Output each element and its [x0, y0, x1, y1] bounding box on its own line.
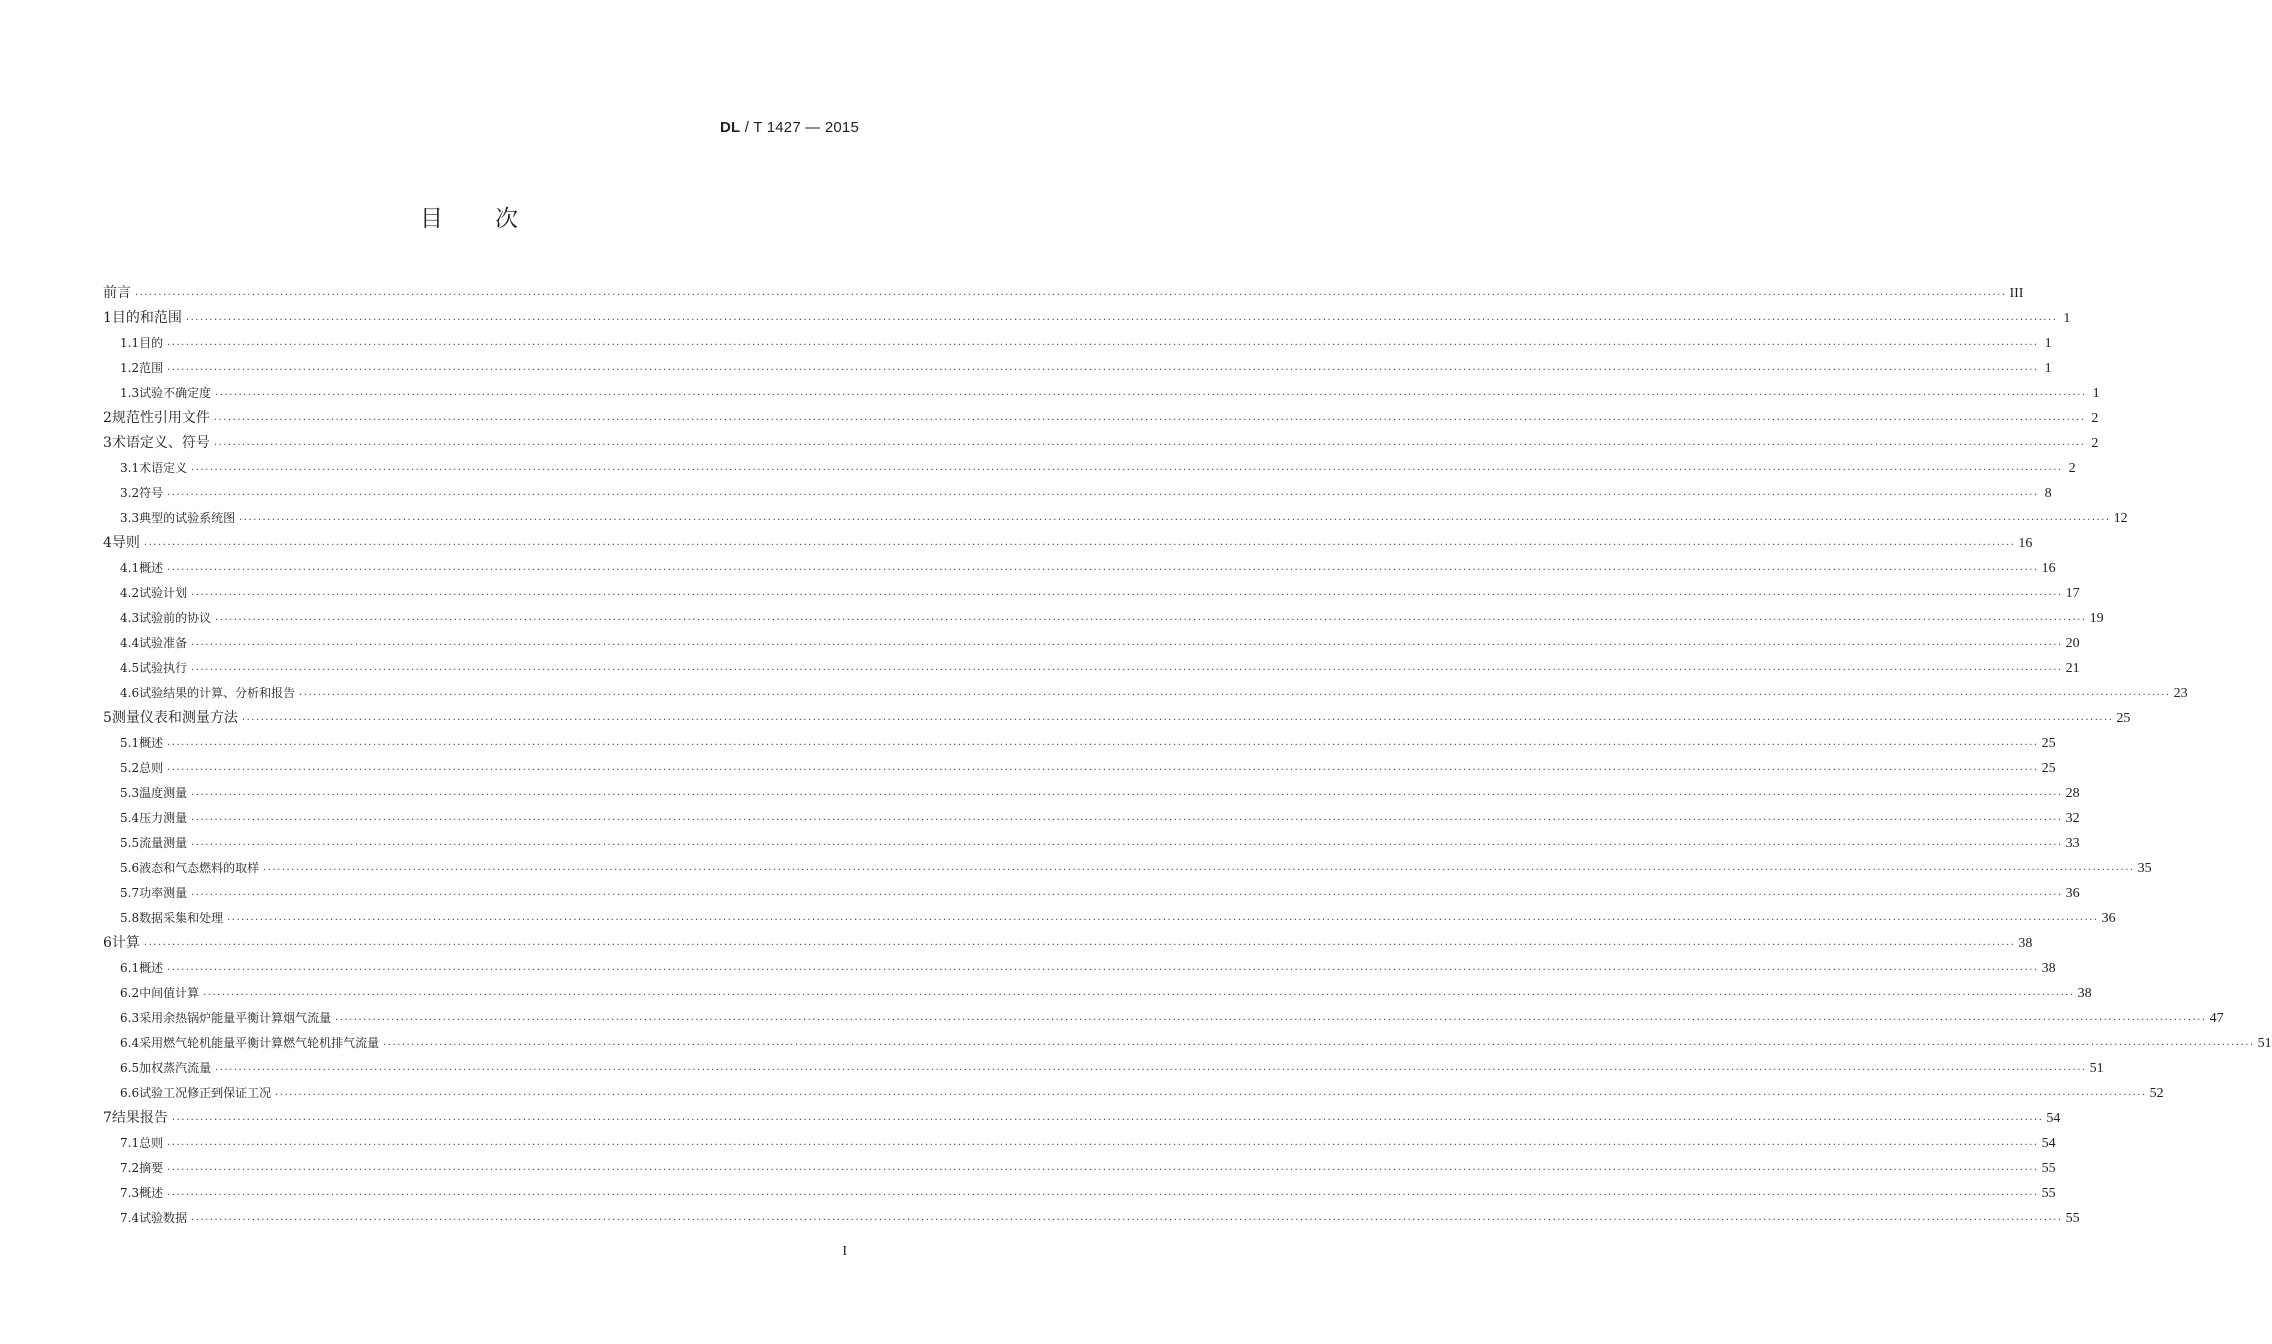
toc-entry-label: 目的和范围 — [111, 310, 182, 326]
toc-entry-number: 6 — [103, 935, 112, 951]
toc-entry-page: 1 — [2092, 386, 2100, 401]
page-title: 目次 — [420, 206, 570, 232]
toc-leader-dots: ················································································································································································································································································································································································································ — [299, 690, 2171, 701]
toc-entry[interactable] — [103, 306, 2071, 331]
toc-leader-dots: ················································································································································································································································································································································································································ — [191, 665, 2063, 676]
toc-entry[interactable] — [103, 681, 2188, 706]
toc-entry-number: 7.4 — [120, 1211, 140, 1225]
toc-entry[interactable] — [103, 406, 2099, 431]
toc-leader-dots: ················································································································································································································································································································································································································ — [213, 440, 2086, 451]
toc-leader-dots: ················································································································································································································································································································································································································ — [203, 990, 2075, 1001]
toc-leader-dots: ················································································································································································································································································································································································································ — [191, 890, 2063, 901]
toc-entry-label: 概述 — [139, 736, 164, 750]
toc-entry[interactable] — [103, 856, 2152, 881]
toc-entry[interactable] — [103, 1156, 2056, 1181]
toc-entry-label: 概述 — [139, 561, 164, 575]
toc-entry-page: 36 — [2101, 911, 2116, 926]
toc-entry-label: 符号 — [139, 486, 164, 500]
toc-leader-dots: ················································································································································································································································································································································································································ — [241, 715, 2114, 726]
toc-entry[interactable] — [103, 381, 2100, 406]
toc-entry[interactable] — [103, 356, 2052, 381]
toc-entry-label: 术语定义、符号 — [111, 435, 210, 451]
toc-leader-dots: ················································································································································································································································································································································································································ — [167, 365, 2039, 376]
toc-entry-number: 5.7 — [120, 886, 140, 900]
toc-leader-dots: ················································································································································································································································································································································································································ — [191, 840, 2063, 851]
toc-entry-label: 计算 — [111, 935, 140, 951]
toc-entry-label: 采用燃气轮机能量平衡计算燃气轮机排气流量 — [139, 1036, 380, 1050]
toc-entry-page: 16 — [2041, 561, 2056, 576]
toc-entry[interactable] — [103, 1131, 2056, 1156]
toc-entry-label: 范围 — [139, 361, 164, 375]
toc-entry-number: 3 — [103, 435, 112, 451]
toc-entry-number: 4.3 — [120, 611, 140, 625]
toc-entry-label: 试验工况修正到保证工况 — [139, 1086, 272, 1100]
toc-entry[interactable] — [103, 1056, 2104, 1081]
toc-entry-number: 5.4 — [120, 811, 140, 825]
toc-entry-page: 2 — [2091, 436, 2099, 451]
toc-entry[interactable] — [103, 1031, 2272, 1056]
toc-entry-page: 55 — [2041, 1161, 2056, 1176]
toc-entry-page: 54 — [2041, 1136, 2056, 1151]
toc-leader-dots: ················································································································································································································································································································································································································ — [191, 590, 2063, 601]
toc-entry-label: 结果报告 — [111, 1110, 168, 1126]
toc-entry-label: 试验执行 — [139, 661, 188, 675]
toc-entry-number: 4 — [103, 535, 112, 551]
toc-entry[interactable] — [103, 1206, 2080, 1231]
toc-entry-number: 6.5 — [120, 1061, 140, 1075]
toc-entry[interactable] — [103, 1081, 2164, 1106]
toc-entry[interactable] — [103, 481, 2052, 506]
toc-leader-dots: ················································································································································································································································································································································································································ — [167, 965, 2039, 976]
document-code — [720, 119, 859, 136]
toc-entry-number: 1.2 — [120, 361, 140, 375]
document-code-suffix: / T 1427 — 2015 — [740, 119, 859, 136]
toc-entry-number: 7.3 — [120, 1186, 140, 1200]
toc-entry[interactable] — [103, 756, 2056, 781]
toc-leader-dots: ················································································································································································································································································································································································································ — [215, 615, 2087, 626]
toc-entry-number: 7.1 — [120, 1136, 140, 1150]
toc-entry-number: 5.6 — [120, 861, 140, 875]
toc-entry-label: 术语定义 — [139, 461, 188, 475]
toc-leader-dots: ················································································································································································································································································································································································································ — [171, 1115, 2044, 1126]
toc-entry-number: 6.1 — [120, 961, 140, 975]
toc-leader-dots: ················································································································································································································································································································································································································ — [215, 390, 2087, 401]
toc-entry[interactable] — [103, 631, 2080, 656]
toc-entry-label: 总则 — [139, 761, 164, 775]
toc-entry-page: 12 — [2113, 511, 2128, 526]
toc-entry-number: 7.2 — [120, 1161, 140, 1175]
toc-leader-dots: ················································································································································································································································································································································································································ — [167, 490, 2039, 501]
toc-entry[interactable] — [103, 781, 2080, 806]
toc-entry-number: 4.2 — [120, 586, 140, 600]
toc-entry[interactable] — [103, 706, 2131, 731]
toc-entry-number: 3.2 — [120, 486, 140, 500]
toc-entry-page: 38 — [2041, 961, 2056, 976]
toc-entry-page: 47 — [2209, 1011, 2224, 1026]
toc-entry-label: 总则 — [139, 1136, 164, 1150]
toc-entry[interactable] — [103, 1006, 2224, 1031]
toc-leader-dots: ················································································································································································································································································································································································································ — [135, 290, 2007, 301]
toc-leader-dots: ················································································································································································································································································································································································································ — [191, 1215, 2063, 1226]
toc-entry-number: 5.2 — [120, 761, 140, 775]
toc-entry[interactable] — [103, 1106, 2061, 1131]
toc-entry-label: 测量仪表和测量方法 — [111, 710, 238, 726]
document-code-prefix: DL — [720, 119, 741, 136]
toc-entry-label: 概述 — [139, 1186, 164, 1200]
toc-entry-label: 压力测量 — [139, 811, 188, 825]
toc-entry-page: 38 — [2077, 986, 2092, 1001]
toc-entry-page: 19 — [2089, 611, 2104, 626]
toc-entry-number: 5.5 — [120, 836, 140, 850]
toc-entry-page: 25 — [2116, 711, 2131, 726]
toc-entry-page: 1 — [2044, 336, 2052, 351]
toc-entry-number: 1.3 — [120, 386, 140, 400]
toc-entry-label: 试验数据 — [139, 1211, 188, 1225]
toc-leader-dots: ················································································································································································································································································································································································································ — [215, 1065, 2087, 1076]
toc-entry-page: 55 — [2041, 1186, 2056, 1201]
toc-entry[interactable] — [103, 506, 2128, 531]
toc-entry-number: 5.1 — [120, 736, 140, 750]
toc-entry-label: 温度测量 — [139, 786, 188, 800]
toc-entry-label: 功率测量 — [139, 886, 188, 900]
toc-entry[interactable] — [103, 806, 2080, 831]
toc-entry-label: 液态和气态燃料的取样 — [139, 861, 260, 875]
toc-leader-dots: ················································································································································································································································································································································································································ — [213, 415, 2086, 426]
toc-entry-page: 51 — [2257, 1036, 2272, 1051]
toc-entry-page: 23 — [2173, 686, 2188, 701]
toc-entry-page: 25 — [2041, 736, 2056, 751]
toc-entry-label: 数据采集和处理 — [139, 911, 224, 925]
toc-entry-number: 4.4 — [120, 636, 140, 650]
toc-entry-label: 试验准备 — [139, 636, 188, 650]
toc-entry-number: 5 — [103, 710, 112, 726]
toc-entry[interactable] — [103, 1181, 2056, 1206]
toc-entry[interactable] — [103, 881, 2080, 906]
toc-entry[interactable] — [103, 281, 2024, 306]
toc-entry[interactable] — [103, 581, 2080, 606]
toc-entry-label: 导则 — [111, 535, 140, 551]
page-number-footer: I — [842, 1244, 847, 1259]
toc-entry-page: 38 — [2018, 936, 2033, 951]
toc-entry-number: 1 — [103, 310, 112, 326]
toc-entry-page: 52 — [2149, 1086, 2164, 1101]
toc-entry-label: 试验计划 — [139, 586, 188, 600]
toc-leader-dots: ················································································································································································································································································································································································································ — [167, 740, 2039, 751]
toc-leader-dots: ················································································································································································································································································································································································································ — [167, 1140, 2039, 1151]
toc-entry[interactable] — [103, 906, 2116, 931]
toc-leader-dots: ················································································································································································································································································································································································································ — [227, 915, 2099, 926]
toc-entry-page: 20 — [2065, 636, 2080, 651]
toc-leader-dots: ················································································································································································································································································································································································································ — [167, 765, 2039, 776]
toc-entry[interactable] — [103, 931, 2033, 956]
toc-entry[interactable] — [103, 956, 2056, 981]
toc-leader-dots: ················································································································································································································································································································································································································ — [191, 640, 2063, 651]
toc-entry-page: III — [2009, 286, 2024, 301]
toc-entry[interactable] — [103, 331, 2052, 356]
toc-entry-page: 16 — [2018, 536, 2033, 551]
toc-entry-label: 试验前的协议 — [139, 611, 212, 625]
toc-entry-number: 4.5 — [120, 661, 140, 675]
toc-leader-dots: ················································································································································································································································································································································································································ — [167, 565, 2039, 576]
toc-entry-label: 中间值计算 — [139, 986, 200, 1000]
toc-entry-label: 加权蒸汽流量 — [139, 1061, 212, 1075]
toc-leader-dots: ················································································································································································································································································································································································································ — [143, 540, 2016, 551]
toc-entry-page: 25 — [2041, 761, 2056, 776]
toc-entry[interactable] — [103, 656, 2080, 681]
toc-entry[interactable] — [103, 831, 2080, 856]
toc-entry[interactable] — [103, 531, 2033, 556]
toc-leader-dots: ················································································································································································································································································································································································································ — [335, 1015, 2207, 1026]
toc-leader-dots: ················································································································································································································································································································································································································ — [239, 515, 2111, 526]
toc-entry-number: 3.3 — [120, 511, 140, 525]
toc-entry-label: 概述 — [139, 961, 164, 975]
toc-entry-number: 2 — [103, 410, 112, 426]
toc-entry-label: 前言 — [103, 285, 131, 301]
toc-leader-dots: ················································································································································································································································································································································································································ — [191, 790, 2063, 801]
toc-entry-page: 33 — [2065, 836, 2080, 851]
toc-entry-label: 目的 — [139, 336, 164, 350]
toc-entry-page: 17 — [2065, 586, 2080, 601]
toc-entry[interactable] — [103, 556, 2056, 581]
toc-entry-label: 采用余热锅炉能量平衡计算烟气流量 — [139, 1011, 332, 1025]
table-of-contents — [103, 281, 2272, 1231]
toc-entry[interactable] — [103, 431, 2099, 456]
toc-leader-dots: ················································································································································································································································································································································································································ — [143, 940, 2016, 951]
toc-entry-label: 规范性引用文件 — [111, 410, 210, 426]
toc-entry-number: 7 — [103, 1110, 112, 1126]
toc-entry-page: 32 — [2065, 811, 2080, 826]
toc-entry[interactable] — [103, 731, 2056, 756]
toc-entry-page: 1 — [2044, 361, 2052, 376]
toc-entry-number: 5.3 — [120, 786, 140, 800]
toc-leader-dots: ················································································································································································································································································································································································································ — [185, 315, 2058, 326]
toc-entry-page: 51 — [2089, 1061, 2104, 1076]
toc-entry-label: 典型的试验系统图 — [139, 511, 236, 525]
toc-entry-label: 试验结果的计算、分析和报告 — [139, 686, 296, 700]
toc-entry-number: 6.3 — [120, 1011, 140, 1025]
toc-entry-number: 6.2 — [120, 986, 140, 1000]
toc-leader-dots: ················································································································································································································································································································································································································ — [167, 1190, 2039, 1201]
toc-entry-number: 4.1 — [120, 561, 140, 575]
toc-entry-label: 摘要 — [139, 1161, 164, 1175]
toc-entry-page: 8 — [2044, 486, 2052, 501]
toc-leader-dots: ················································································································································································································································································································································································································ — [263, 865, 2135, 876]
toc-leader-dots: ················································································································································································································································································································································································································ — [167, 1165, 2039, 1176]
toc-leader-dots: ················································································································································································································································································································································································································ — [383, 1040, 2255, 1051]
toc-entry[interactable] — [103, 981, 2092, 1006]
toc-entry-label: 试验不确定度 — [139, 386, 212, 400]
toc-entry-page: 2 — [2091, 411, 2099, 426]
toc-leader-dots: ················································································································································································································································································································································································································ — [191, 465, 2063, 476]
toc-entry-number: 5.8 — [120, 911, 140, 925]
toc-entry-number: 6.4 — [120, 1036, 140, 1050]
toc-entry-page: 54 — [2046, 1111, 2061, 1126]
toc-leader-dots: ················································································································································································································································································································································································································ — [275, 1090, 2147, 1101]
toc-entry[interactable] — [103, 606, 2104, 631]
toc-leader-dots: ················································································································································································································································································································································································································ — [191, 815, 2063, 826]
toc-entry-page: 36 — [2065, 886, 2080, 901]
toc-entry-number: 4.6 — [120, 686, 140, 700]
toc-entry-page: 35 — [2137, 861, 2152, 876]
toc-entry-number: 6.6 — [120, 1086, 140, 1100]
toc-entry-page: 1 — [2063, 311, 2071, 326]
toc-entry-number: 1.1 — [120, 336, 140, 350]
toc-entry-page: 2 — [2068, 461, 2076, 476]
toc-entry-label: 流量测量 — [139, 836, 188, 850]
toc-entry[interactable] — [103, 456, 2076, 481]
toc-entry-page: 21 — [2065, 661, 2080, 676]
toc-entry-page: 55 — [2065, 1211, 2080, 1226]
toc-entry-number: 3.1 — [120, 461, 140, 475]
toc-leader-dots: ················································································································································································································································································································································································································ — [167, 340, 2039, 351]
toc-entry-page: 28 — [2065, 786, 2080, 801]
